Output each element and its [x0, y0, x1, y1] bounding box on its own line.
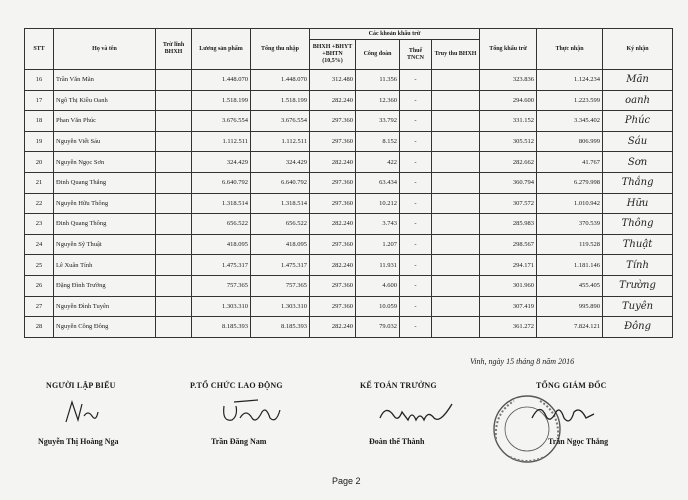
row-union-fee: 33.792	[356, 111, 400, 132]
row-union-fee: 12.360	[356, 90, 400, 111]
row-bhxh-pay	[156, 152, 192, 173]
row-recovery	[432, 296, 480, 317]
row-recovery	[432, 70, 480, 91]
row-insurance: 297.360	[310, 275, 356, 296]
row-recovery	[432, 234, 480, 255]
row-name: Trần Văn Mãn	[54, 70, 156, 91]
row-stt: 20	[25, 152, 54, 173]
header-union: Công đoàn	[356, 40, 400, 70]
row-bhxh-pay	[156, 296, 192, 317]
preparer-name: Nguyễn Thị Hoàng Nga	[38, 437, 119, 446]
row-stt: 22	[25, 193, 54, 214]
row-net: 995.890	[537, 296, 603, 317]
row-stt: 24	[25, 234, 54, 255]
row-wage: 3.676.554	[192, 111, 251, 132]
row-total-deduct: 285.983	[480, 214, 537, 235]
header-stt: STT	[25, 29, 54, 70]
row-net: 806.999	[537, 131, 603, 152]
row-net: 1.124.234	[537, 70, 603, 91]
row-bhxh-pay	[156, 131, 192, 152]
row-union-fee: 1.207	[356, 234, 400, 255]
row-net: 3.345.402	[537, 111, 603, 132]
row-income: 656.522	[251, 214, 310, 235]
row-union-fee: 63.434	[356, 172, 400, 193]
table-row	[25, 255, 673, 276]
row-recovery	[432, 255, 480, 276]
row-tax: -	[400, 234, 432, 255]
row-stt: 28	[25, 317, 54, 338]
header-bhxh-pay: Trừ lĩnh BHXH	[156, 29, 192, 70]
row-tax: -	[400, 172, 432, 193]
table-row	[25, 317, 673, 338]
row-recovery	[432, 275, 480, 296]
row-wage: 1.318.514	[192, 193, 251, 214]
row-name: Nguyễn Công Đông	[54, 317, 156, 338]
row-bhxh-pay	[156, 193, 192, 214]
row-net: 370.539	[537, 214, 603, 235]
row-total-deduct: 323.836	[480, 70, 537, 91]
row-net: 119.528	[537, 234, 603, 255]
row-union-fee: 10.059	[356, 296, 400, 317]
row-total-deduct: 305.512	[480, 131, 537, 152]
row-name: Đinh Quang Thông	[54, 214, 156, 235]
row-stt: 19	[25, 131, 54, 152]
row-recovery	[432, 152, 480, 173]
preparer-signature	[62, 398, 102, 428]
header-name: Họ và tên	[54, 29, 156, 70]
row-signature: Tính	[603, 255, 673, 276]
row-name: Nguyễn Ngọc Sơn	[54, 152, 156, 173]
row-stt: 16	[25, 70, 54, 91]
row-union-fee: 11.356	[356, 70, 400, 91]
table-row	[25, 234, 673, 255]
table-row	[25, 296, 673, 317]
row-bhxh-pay	[156, 255, 192, 276]
row-union-fee: 10.212	[356, 193, 400, 214]
row-insurance: 297.360	[310, 111, 356, 132]
row-signature: Trường	[603, 275, 673, 296]
row-union-fee: 3.743	[356, 214, 400, 235]
row-bhxh-pay	[156, 234, 192, 255]
row-tax: -	[400, 111, 432, 132]
header-net: Thực nhận	[537, 29, 603, 70]
header-sign: Ký nhận	[603, 29, 673, 70]
row-net: 6.279.998	[537, 172, 603, 193]
row-net: 7.824.121	[537, 317, 603, 338]
row-insurance: 282.240	[310, 317, 356, 338]
row-name: Nguyễn Viết Sáu	[54, 131, 156, 152]
row-wage: 324.429	[192, 152, 251, 173]
table-row	[25, 111, 673, 132]
row-bhxh-pay	[156, 317, 192, 338]
row-insurance: 297.360	[310, 193, 356, 214]
date-line: Vinh, ngày 15 tháng 8 năm 2016	[470, 357, 575, 366]
row-insurance: 297.360	[310, 131, 356, 152]
row-tax: -	[400, 193, 432, 214]
row-signature: Thông	[603, 214, 673, 235]
row-tax: -	[400, 90, 432, 111]
table-row	[25, 193, 673, 214]
hr-name: Trần Đăng Nam	[211, 437, 267, 446]
row-name: Nguyễn Đình Tuyên	[54, 296, 156, 317]
row-tax: -	[400, 275, 432, 296]
row-wage: 757.365	[192, 275, 251, 296]
row-net: 1.223.599	[537, 90, 603, 111]
accountant-name: Đoàn thế Thành	[369, 437, 425, 446]
row-net: 455.405	[537, 275, 603, 296]
accountant-signature	[376, 398, 456, 428]
row-total-deduct: 301.960	[480, 275, 537, 296]
row-recovery	[432, 193, 480, 214]
table-body	[25, 70, 673, 338]
row-wage: 6.640.792	[192, 172, 251, 193]
preparer-role: NGƯỜI LẬP BIỂU	[46, 381, 116, 390]
row-recovery	[432, 214, 480, 235]
row-wage: 1.475.317	[192, 255, 251, 276]
row-stt: 17	[25, 90, 54, 111]
header-deductions: Các khoản khấu trừ	[310, 29, 480, 40]
row-total-deduct: 282.662	[480, 152, 537, 173]
row-signature: Hữu	[603, 193, 673, 214]
row-union-fee: 11.931	[356, 255, 400, 276]
row-bhxh-pay	[156, 214, 192, 235]
row-tax: -	[400, 255, 432, 276]
row-wage: 1.448.070	[192, 70, 251, 91]
row-income: 1.303.310	[251, 296, 310, 317]
row-income: 324.429	[251, 152, 310, 173]
row-union-fee: 8.152	[356, 131, 400, 152]
row-net: 1.181.146	[537, 255, 603, 276]
row-wage: 1.518.199	[192, 90, 251, 111]
row-income: 6.640.792	[251, 172, 310, 193]
row-tax: -	[400, 317, 432, 338]
table-row	[25, 152, 673, 173]
row-name: Lê Xuân Tính	[54, 255, 156, 276]
row-tax: -	[400, 152, 432, 173]
row-bhxh-pay	[156, 90, 192, 111]
row-income: 3.676.554	[251, 111, 310, 132]
row-recovery	[432, 172, 480, 193]
row-signature: Tuyên	[603, 296, 673, 317]
row-income: 757.365	[251, 275, 310, 296]
row-insurance: 312.480	[310, 70, 356, 91]
row-income: 1.448.070	[251, 70, 310, 91]
payroll-table	[24, 28, 673, 338]
row-name: Nguyễn Hữu Thông	[54, 193, 156, 214]
row-bhxh-pay	[156, 111, 192, 132]
director-role: TỔNG GIÁM ĐỐC	[536, 381, 607, 390]
row-signature: Sơn	[603, 152, 673, 173]
row-income: 418.095	[251, 234, 310, 255]
row-union-fee: 422	[356, 152, 400, 173]
header-product-wage: Lương sản phẩm	[192, 29, 251, 70]
row-wage: 1.303.310	[192, 296, 251, 317]
header-total-income: Tổng thu nhập	[251, 29, 310, 70]
row-signature: oanh	[603, 90, 673, 111]
row-total-deduct: 294.600	[480, 90, 537, 111]
row-stt: 21	[25, 172, 54, 193]
row-wage: 1.112.511	[192, 131, 251, 152]
row-tax: -	[400, 70, 432, 91]
header-total-deduct: Tổng khấu trừ	[480, 29, 537, 70]
row-insurance: 282.240	[310, 152, 356, 173]
row-wage: 418.095	[192, 234, 251, 255]
table-row	[25, 90, 673, 111]
row-bhxh-pay	[156, 70, 192, 91]
row-total-deduct: 360.794	[480, 172, 537, 193]
table-row	[25, 172, 673, 193]
row-tax: -	[400, 296, 432, 317]
table-row	[25, 70, 673, 91]
row-income: 1.318.514	[251, 193, 310, 214]
row-stt: 25	[25, 255, 54, 276]
table-row	[25, 131, 673, 152]
row-tax: -	[400, 214, 432, 235]
table-row	[25, 275, 673, 296]
page-number: Page 2	[332, 476, 361, 486]
row-signature: Thuật	[603, 234, 673, 255]
row-name: Đặng Đình Trường	[54, 275, 156, 296]
row-name: Ngô Thị Kiều Oanh	[54, 90, 156, 111]
row-income: 1.518.199	[251, 90, 310, 111]
row-income: 8.185.393	[251, 317, 310, 338]
row-insurance: 282.240	[310, 255, 356, 276]
row-wage: 8.185.393	[192, 317, 251, 338]
row-stt: 26	[25, 275, 54, 296]
row-signature: Phúc	[603, 111, 673, 132]
row-insurance: 297.360	[310, 234, 356, 255]
table-row	[25, 214, 673, 235]
row-total-deduct: 307.419	[480, 296, 537, 317]
row-total-deduct: 307.572	[480, 193, 537, 214]
row-signature: Sáu	[603, 131, 673, 152]
row-recovery	[432, 131, 480, 152]
row-stt: 27	[25, 296, 54, 317]
row-total-deduct: 361.272	[480, 317, 537, 338]
row-income: 1.112.511	[251, 131, 310, 152]
row-insurance: 282.240	[310, 214, 356, 235]
row-income: 1.475.317	[251, 255, 310, 276]
row-signature: Mãn	[603, 70, 673, 91]
row-union-fee: 79.032	[356, 317, 400, 338]
row-signature: Thắng	[603, 172, 673, 193]
row-net: 1.010.942	[537, 193, 603, 214]
row-recovery	[432, 90, 480, 111]
row-signature: Đông	[603, 317, 673, 338]
header-bhxh-combo: BHXH +BHYT +BHTN (10,5%)	[310, 40, 356, 70]
row-name: Nguyễn Sỹ Thuật	[54, 234, 156, 255]
row-tax: -	[400, 131, 432, 152]
row-recovery	[432, 111, 480, 132]
row-wage: 656.522	[192, 214, 251, 235]
row-stt: 18	[25, 111, 54, 132]
accountant-role: KẾ TOÁN TRƯỞNG	[360, 381, 437, 390]
row-name: Phan Văn Phúc	[54, 111, 156, 132]
row-total-deduct: 294.171	[480, 255, 537, 276]
row-stt: 23	[25, 214, 54, 235]
table-header	[25, 29, 673, 70]
row-insurance: 282.240	[310, 90, 356, 111]
row-bhxh-pay	[156, 275, 192, 296]
row-union-fee: 4.600	[356, 275, 400, 296]
header-bhxh-recovery: Truy thu BHXH	[432, 40, 480, 70]
row-total-deduct: 331.152	[480, 111, 537, 132]
row-recovery	[432, 317, 480, 338]
row-insurance: 297.360	[310, 172, 356, 193]
director-signature	[528, 400, 598, 430]
director-name: Trần Ngọc Thắng	[548, 437, 609, 446]
hr-role: P.TỔ CHỨC LAO ĐỘNG	[190, 381, 283, 390]
row-insurance: 297.360	[310, 296, 356, 317]
row-total-deduct: 298.567	[480, 234, 537, 255]
row-bhxh-pay	[156, 172, 192, 193]
row-net: 41.767	[537, 152, 603, 173]
row-name: Đinh Quang Thắng	[54, 172, 156, 193]
header-tax: Thuế TNCN	[400, 40, 432, 70]
hr-signature	[218, 398, 288, 428]
